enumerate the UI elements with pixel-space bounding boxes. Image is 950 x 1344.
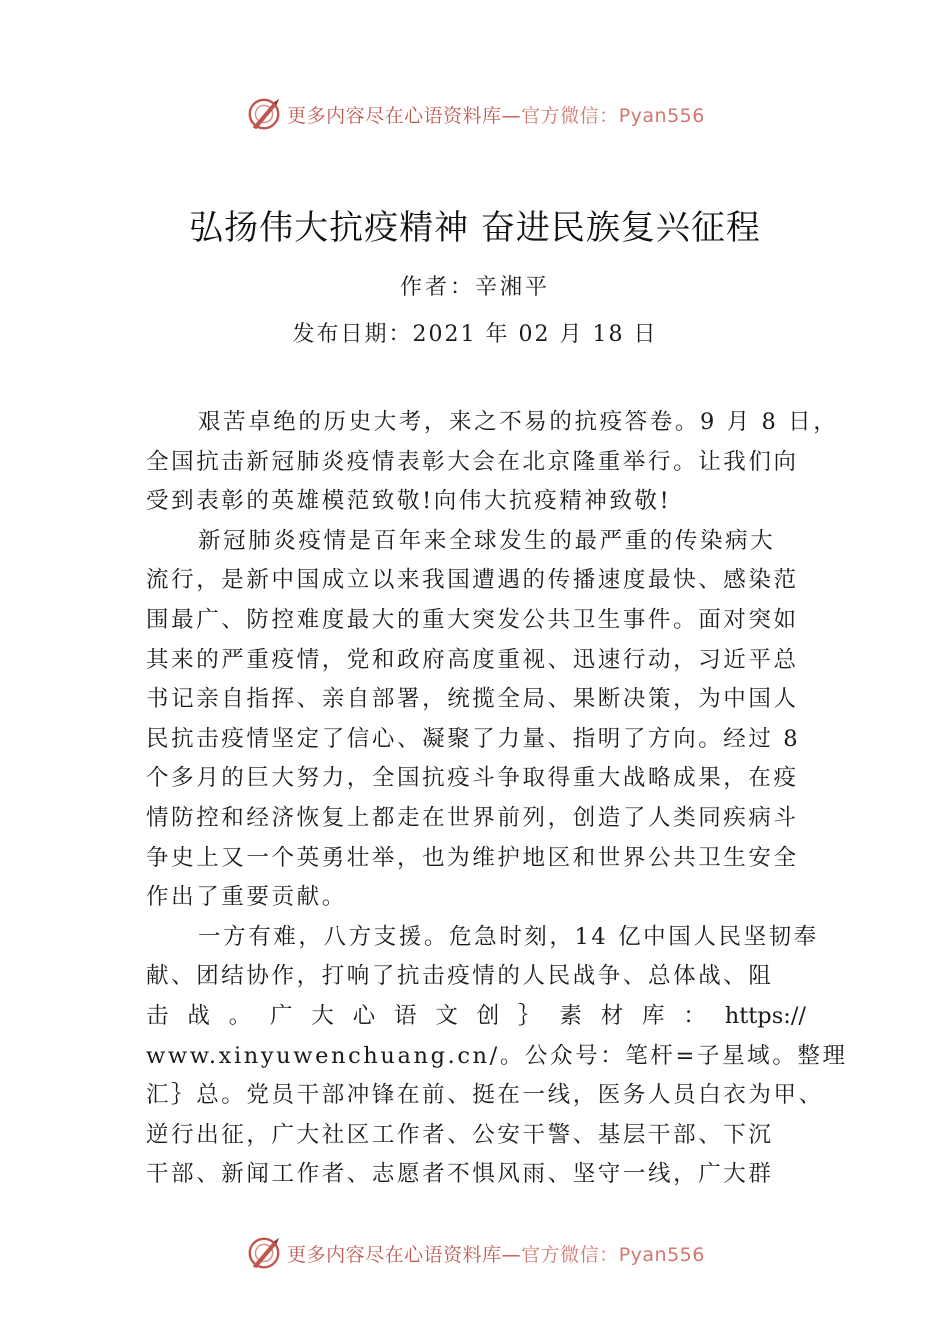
banner-wechat: 官方微信： xyxy=(521,1243,619,1266)
body-line: 受到表彰的英雄模范致敬!向伟大抗疫精神致敬! xyxy=(146,488,672,515)
body-line: 民抗击疫情坚定了信心、凝聚了力量、指明了方向。经过 8 xyxy=(146,725,801,752)
body-line: 艰苦卓绝的历史大考，来之不易的抗疫答卷。9 月 8 日， xyxy=(198,409,839,435)
banner-dash: — xyxy=(501,1243,522,1266)
body-line: 争史上又一个英勇壮举，也为维护地区和世界公共卫生安全 xyxy=(146,844,799,871)
body-line: 情防控和经济恢复上都走在世界前列，创造了人类同疾病斗 xyxy=(146,804,799,831)
banner-dash: — xyxy=(501,104,522,127)
body-line: 作出了重要贡献。 xyxy=(146,884,347,911)
banner-main: 更多内容尽在心语资料库 xyxy=(287,1243,502,1266)
body-line: 献、团结协作，打响了抗击疫情的人民战争、总体战、阻 xyxy=(146,963,774,990)
article-date: 发布日期：2021 年 02 月 18 日 xyxy=(292,322,658,347)
body-line: 围最广、防控难度最大的重大突发公共卫生事件。面对突如 xyxy=(146,606,799,633)
body-line: 流行，是新中国成立以来我国遭遇的传播速度最快、感染范 xyxy=(146,567,799,594)
body-line: 汇｝总。党员干部冲锋在前、挺在一线，医务人员白衣为甲、 xyxy=(146,1082,824,1109)
body-line: 其来的严重疫情，党和政府高度重视、迅速行动，习近平总 xyxy=(146,646,799,673)
body-line: 个多月的巨大努力，全国抗疫斗争取得重大战略成果，在疫 xyxy=(146,765,799,792)
banner-main: 更多内容尽在心语资料库 xyxy=(287,104,502,127)
article-author: 作者：辛湘平 xyxy=(399,275,550,300)
header-banner xyxy=(0,94,950,134)
body-line: www.xinyuwenchuang.cn/。公众号：笔杆=子星域。整理 xyxy=(146,1042,848,1069)
body-line: 干部、新闻工作者、志愿者不惧风雨、坚守一线，广大群 xyxy=(146,1161,774,1188)
body-line: 击战。广大心语文创｝素材库：https:// xyxy=(146,1002,806,1029)
footer-banner xyxy=(0,1233,950,1273)
banner-wechat: 官方微信： xyxy=(521,104,619,127)
banner-id: Pyan556 xyxy=(618,104,705,127)
article-body xyxy=(146,403,848,1195)
quill-seal-icon xyxy=(245,95,283,133)
banner-text xyxy=(287,1240,705,1267)
banner-id: Pyan556 xyxy=(618,1243,705,1266)
body-line: 新冠肺炎疫情是百年来全球发生的最严重的传染病大 xyxy=(198,527,776,554)
quill-seal-icon xyxy=(245,1234,283,1272)
body-line: 全国抗击新冠肺炎疫情表彰大会在北京隆重举行。让我们向 xyxy=(146,448,799,475)
body-line: 一方有难，八方支援。危急时刻，14 亿中国人民坚韧奉 xyxy=(198,923,819,950)
article-title: 弘扬伟大抗疫精神 奋进民族复兴征程 xyxy=(189,208,761,248)
body-line: 逆行出征，广大社区工作者、公安干警、基层干部、下沉 xyxy=(146,1121,774,1148)
body-line: 书记亲自指挥、亲自部署，统揽全局、果断决策，为中国人 xyxy=(146,686,799,713)
banner-text xyxy=(287,101,705,128)
